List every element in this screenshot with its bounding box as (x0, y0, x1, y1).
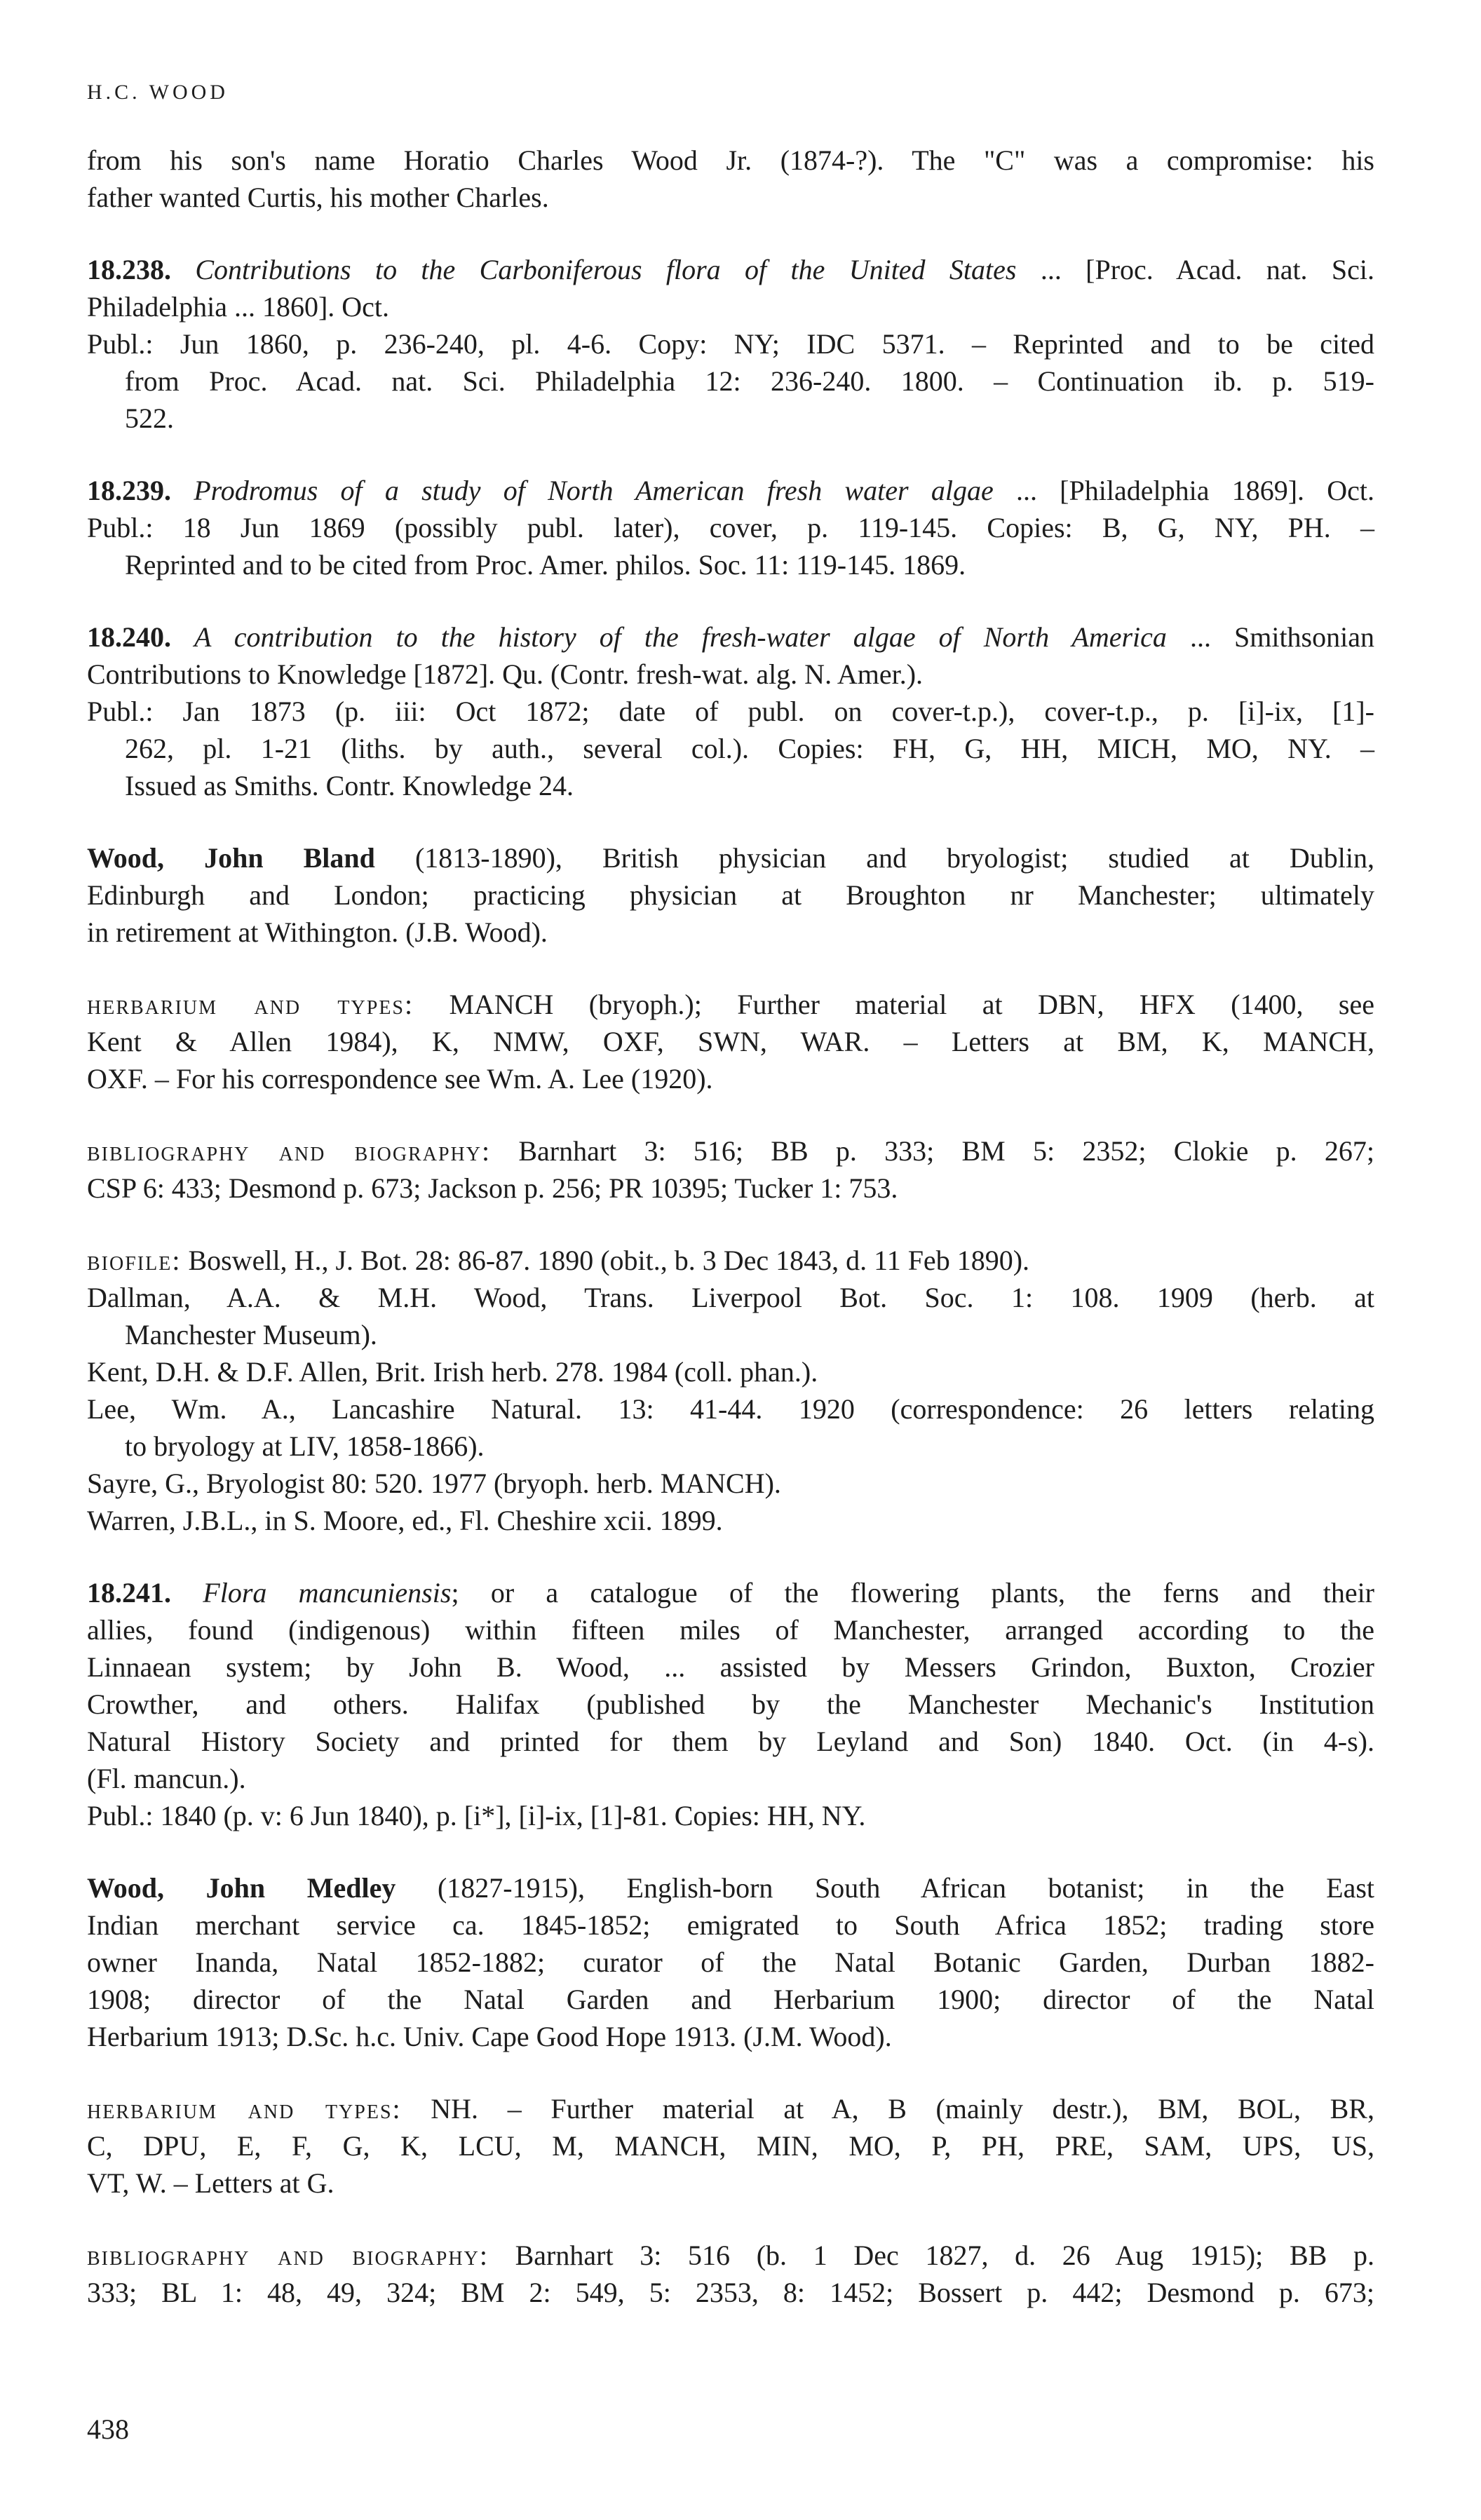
text-line: Philadelphia ... 1860]. Oct. (87, 291, 390, 323)
author-entry (87, 1869, 1374, 2055)
text-line: VT, W. – Letters at G. (87, 2167, 334, 2199)
text-fragment: Barnhart 3: 516 (b. 1 Dec 1827, d. 26 Aug 1915); BB p. (488, 2240, 1374, 2271)
text-line (87, 472, 1374, 509)
bibliographic-entry (87, 1574, 1374, 1834)
document-body (87, 142, 1374, 2346)
text-line: 262, pl. 1-21 (liths. by auth., several col.). Copies: FH, G, HH, MICH, MO, NY. – (125, 733, 1374, 764)
herbarium-section (87, 2090, 1374, 2202)
text-fragment: (1827-1915), English-born South African botanist; in the East (395, 1872, 1374, 1904)
text-line (87, 1132, 1374, 1170)
text-line: Issued as Smiths. Contr. Knowledge 24. (125, 770, 574, 801)
section-label: bibliography and biography: (87, 2240, 489, 2271)
author-entry (87, 839, 1374, 951)
text-line: Kent & Allen 1984), K, NMW, OXF, SWN, WAR. – Letters at BM, K, MANCH, (87, 1026, 1374, 1057)
text-line: from Proc. Acad. nat. Sci. Philadelphia 12: 236-240. 1800. – Continuation ib. p. 519- (125, 365, 1374, 397)
text-line: Manchester Museum). (125, 1319, 377, 1350)
text-line: CSP 6: 433; Desmond p. 673; Jackson p. 256; PR 10395; Tucker 1: 753. (87, 1172, 898, 1204)
text-line: 1908; director of the Natal Garden and Herbarium 1900; director of the Natal (87, 1984, 1374, 2015)
entry-number: 18.239. (87, 475, 171, 506)
text-line: Publ.: 18 Jun 1869 (possibly publ. later), cover, p. 119-145. Copies: B, G, NY, PH. – (87, 512, 1374, 543)
text-line (87, 1574, 1374, 1611)
entry-number: 18.240. (87, 621, 171, 653)
text-line (87, 2090, 1374, 2127)
continuation-paragraph (87, 142, 1374, 216)
section-label: bibliography and biography: (87, 1135, 492, 1167)
text-line (87, 251, 1374, 288)
text-fragment: NH. – Further material at A, B (mainly destr.), BM, BOL, BR, (401, 2093, 1374, 2125)
text-line (87, 1869, 1374, 1906)
author-name: Wood, John Medley (87, 1872, 396, 1904)
text-line: Publ.: 1840 (p. v: 6 Jun 1840), p. [i*], [i]-ix, [1]-81. Copies: HH, NY. (87, 1800, 866, 1831)
entry-title: Prodromus of a study of North American fresh water algae (194, 475, 994, 506)
text-line: Lee, Wm. A., Lancashire Natural. 13: 41-44. 1920 (correspondence: 26 letters relating (87, 1393, 1374, 1425)
text-fragment: Barnhart 3: 516; BB p. 333; BM 5: 2352; Clokie p. 267; (491, 1135, 1374, 1167)
entry-number: 18.238. (87, 254, 171, 285)
text-line (87, 839, 1374, 876)
text-line (87, 2237, 1374, 2274)
text-line: Publ.: Jan 1873 (p. iii: Oct 1872; date of publ. on cover-t.p.), cover-t.p., p. [i]-ix, [1]- (87, 696, 1374, 727)
bibliographic-entry (87, 472, 1374, 583)
text-line: Indian merchant service ca. 1845-1852; emigrated to South Africa 1852; trading store (87, 1909, 1374, 1941)
text-line: 522. (125, 402, 174, 434)
text-line: owner Inanda, Natal 1852-1882; curator of the Natal Botanic Garden, Durban 1882- (87, 1946, 1374, 1978)
text-line: Contributions to Knowledge [1872]. Qu. (Contr. fresh-wat. alg. N. Amer.). (87, 658, 924, 690)
text-line: OXF. – For his correspondence see Wm. A. Lee (1920). (87, 1063, 713, 1095)
page-number: 438 (87, 2413, 129, 2445)
text-line: to bryology at LIV, 1858-1866). (125, 1430, 485, 1462)
entry-title: Contributions to the Carboniferous flora of the United States (195, 254, 1017, 285)
text-line: Edinburgh and London; practicing physician at Broughton nr Manchester; ultimately (87, 879, 1374, 911)
herbarium-section (87, 986, 1374, 1097)
bibliographic-entry (87, 251, 1374, 437)
text-line: father wanted Curtis, his mother Charles. (87, 182, 549, 213)
text-line (87, 986, 1374, 1023)
entry-title: A contribution to the history of the fresh-water algae of North America (194, 621, 1167, 653)
text-line: from his son's name Horatio Charles Wood Jr. (1874-?). The "C" was a compromise: his (87, 144, 1374, 176)
text-line: Natural History Society and printed for them by Leyland and Son) 1840. Oct. (in 4-s). (87, 1726, 1374, 1757)
section-label: biofile: (87, 1245, 182, 1276)
bibliography-section (87, 1132, 1374, 1207)
text-line: Herbarium 1913; D.Sc. h.c. Univ. Cape Good Hope 1913. (J.M. Wood). (87, 2021, 892, 2052)
text-line: in retirement at Withington. (J.B. Wood). (87, 916, 548, 948)
bibliographic-entry (87, 618, 1374, 804)
text-line: Publ.: Jun 1860, p. 236-240, pl. 4-6. Copy: NY; IDC 5371. – Reprinted and to be cited (87, 328, 1374, 360)
text-line: Warren, J.B.L., in S. Moore, ed., Fl. Cheshire xcii. 1899. (87, 1505, 723, 1536)
text-fragment: ; or a catalogue of the flowering plants, the ferns and their (451, 1577, 1375, 1608)
text-fragment: Boswell, H., J. Bot. 28: 86-87. 1890 (obit., b. 3 Dec 1843, d. 11 Feb 1890). (181, 1245, 1030, 1276)
text-line: (Fl. mancun.). (87, 1763, 246, 1794)
text-fragment: ... [Proc. Acad. nat. Sci. (1016, 254, 1375, 285)
text-line: Kent, D.H. & D.F. Allen, Brit. Irish herb. 278. 1984 (coll. phan.). (87, 1356, 818, 1388)
entry-title: Flora mancuniensis (203, 1577, 452, 1608)
text-line: Sayre, G., Bryologist 80: 520. 1977 (bryoph. herb. MANCH). (87, 1468, 781, 1499)
running-head: H.C. WOOD (87, 81, 229, 104)
text-line (87, 1242, 1374, 1279)
text-fragment: MANCH (bryoph.); Further material at DBN, HFX (1400, see (414, 989, 1374, 1020)
text-line: 333; BL 1: 48, 49, 324; BM 2: 549, 5: 2353, 8: 1452; Bossert p. 442; Desmond p. 673; (87, 2277, 1374, 2308)
text-line: Linnaean system; by John B. Wood, ... assisted by Messers Grindon, Buxton, Crozier (87, 1651, 1374, 1683)
text-line: Reprinted and to be cited from Proc. Amer. philos. Soc. 11: 119-145. 1869. (125, 549, 966, 581)
section-label: herbarium and types: (87, 2093, 402, 2125)
text-fragment: ... Smithsonian (1166, 621, 1374, 653)
biofile-section (87, 1242, 1374, 1539)
text-line: Dallman, A.A. & M.H. Wood, Trans. Liverpool Bot. Soc. 1: 108. 1909 (herb. at (87, 1282, 1374, 1313)
text-fragment: ... [Philadelphia 1869]. Oct. (993, 475, 1374, 506)
text-line: C, DPU, E, F, G, K, LCU, M, MANCH, MIN, MO, P, PH, PRE, SAM, UPS, US, (87, 2130, 1374, 2162)
text-fragment: (1813-1890), British physician and bryologist; studied at Dublin, (374, 842, 1374, 874)
author-name: Wood, John Bland (87, 842, 375, 874)
section-label: herbarium and types: (87, 989, 414, 1020)
entry-number: 18.241. (87, 1577, 171, 1608)
text-line: allies, found (indigenous) within fifteen miles of Manchester, arranged according to the (87, 1614, 1374, 1646)
text-line: Crowther, and others. Halifax (published by the Manchester Mechanic's Institution (87, 1688, 1374, 1720)
bibliography-section (87, 2237, 1374, 2311)
text-line (87, 618, 1374, 656)
